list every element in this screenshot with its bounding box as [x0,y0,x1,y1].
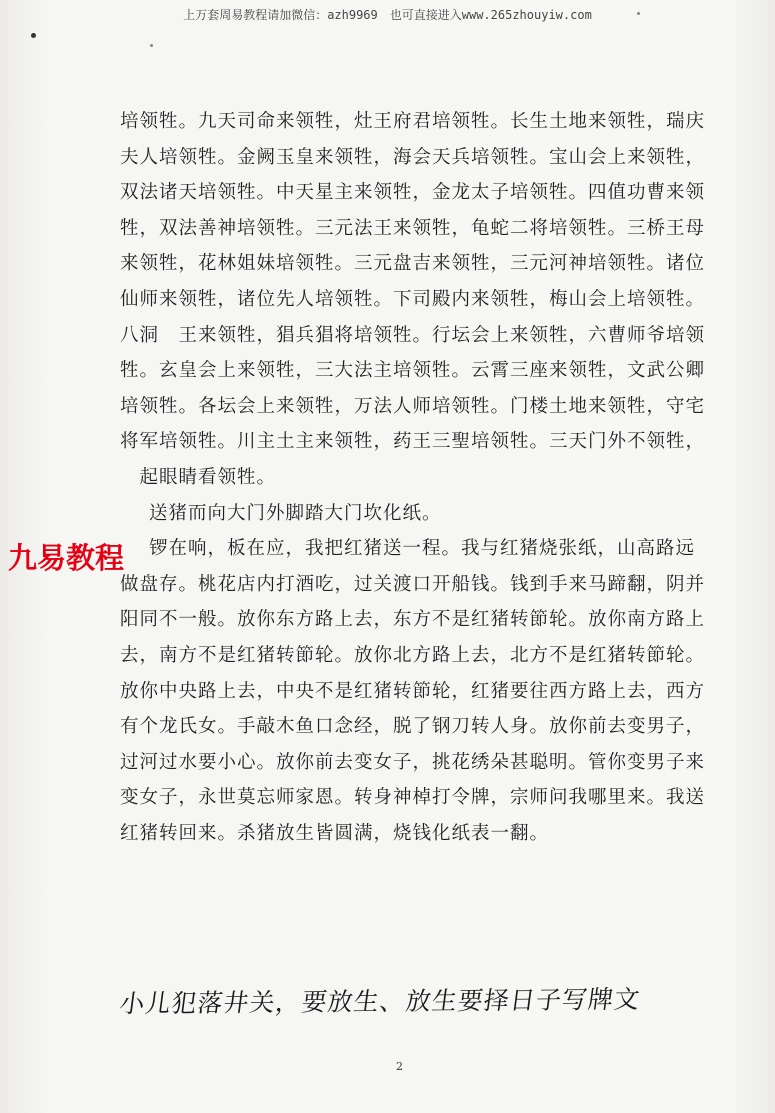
paragraph-2 [120,496,692,532]
text-line: 做盘存。桃花店内打酒吃，过关渡口开船钱。钱到手来马蹄翻，阴并 [120,573,706,595]
page-number: 2 [396,1060,403,1073]
handwritten-note: 小儿犯落井关，要放生、放生要择日子写牌文 [117,984,643,1019]
text-line: 变女子，永世莫忘师家恩。转身神棹打令牌，宗师问我哪里来。我送 [120,787,706,809]
text-line: 去，南方不是红猪转節轮。放你北方路上去，北方不是红猪转節轮。 [120,644,706,666]
text-line: 红猪转回来。杀猪放生皆圆满，烧钱化纸表一翻。 [120,822,550,844]
text-line: 过河过水要小心。放你前去变女子，挑花绣朵甚聪明。管你变男子来 [120,751,706,773]
body-text [120,104,706,851]
header-notice: 上万套周易教程请加微信：azh9969 也可直接进入www.265zhouyiw.com [183,8,592,22]
paragraph-1 [120,104,706,496]
text-line: 放你中央路上去，中央不是红猪转節轮，红猪要往西方路上去，西方 [120,680,706,702]
paragraph-3 [120,531,706,851]
text-line: 有个龙氏女。手敲木鱼口念经，脱了钢刀转人身。放你前去变男子， [120,716,706,738]
scan-speck [150,44,153,47]
scan-speck [637,12,640,15]
text-line: 培领牲。各坛会上来领牲，万法人师培领牲。门楼土地来领牲，守宅 [120,395,706,417]
text-line: 仙师来领牲，诸位先人培领牲。下司殿内来领牲，梅山会上培领牲。 [120,288,706,310]
text-line: 夫人培领牲。金阙玉皇来领牲，海会天兵培领牲。宝山会上来领牲， [120,146,706,168]
text-line: 来领牲，花林姐妹培领牲。三元盘吉来领牲，三元河神培领牲。诸位 [120,253,706,275]
text-line: 阳同不一般。放你东方路上去，东方不是红猪转節轮。放你南方路上 [120,609,706,631]
watermark-logo: 九易教程 [8,541,125,575]
text-line: 起眼睛看领牲。 [120,466,277,488]
text-line: 双法诸天培领牲。中天星主来领牲，金龙太子培领牲。四值功曹来领 [120,182,706,204]
text-line: 锣在响，板在应，我把红猪送一程。我与红猪烧张纸，山高路远 [149,538,696,560]
text-line: 牲。玄皇会上来领牲，三大法主培领牲。云霄三座来领牲，文武公卿 [120,360,706,382]
text-line: 八洞 王来领牲，猖兵猖将培领牲。行坛会上来领牲，六曹师爷培领 [120,324,706,346]
scan-speck [31,33,36,38]
text-line: 培领牲。九天司命来领牲，灶王府君培领牲。长生土地来领牲，瑞庆 [120,111,706,132]
text-line: 牲，双法善神培领牲。三元法王来领牲，龟蛇二将培领牲。三桥王母 [120,217,706,239]
text-line: 将军培领牲。川主土主来领牲，药王三聖培领牲。三天门外不领牲， [120,431,706,453]
text-line: 送猪而向大门外脚踏大门坎化纸。 [149,502,442,524]
